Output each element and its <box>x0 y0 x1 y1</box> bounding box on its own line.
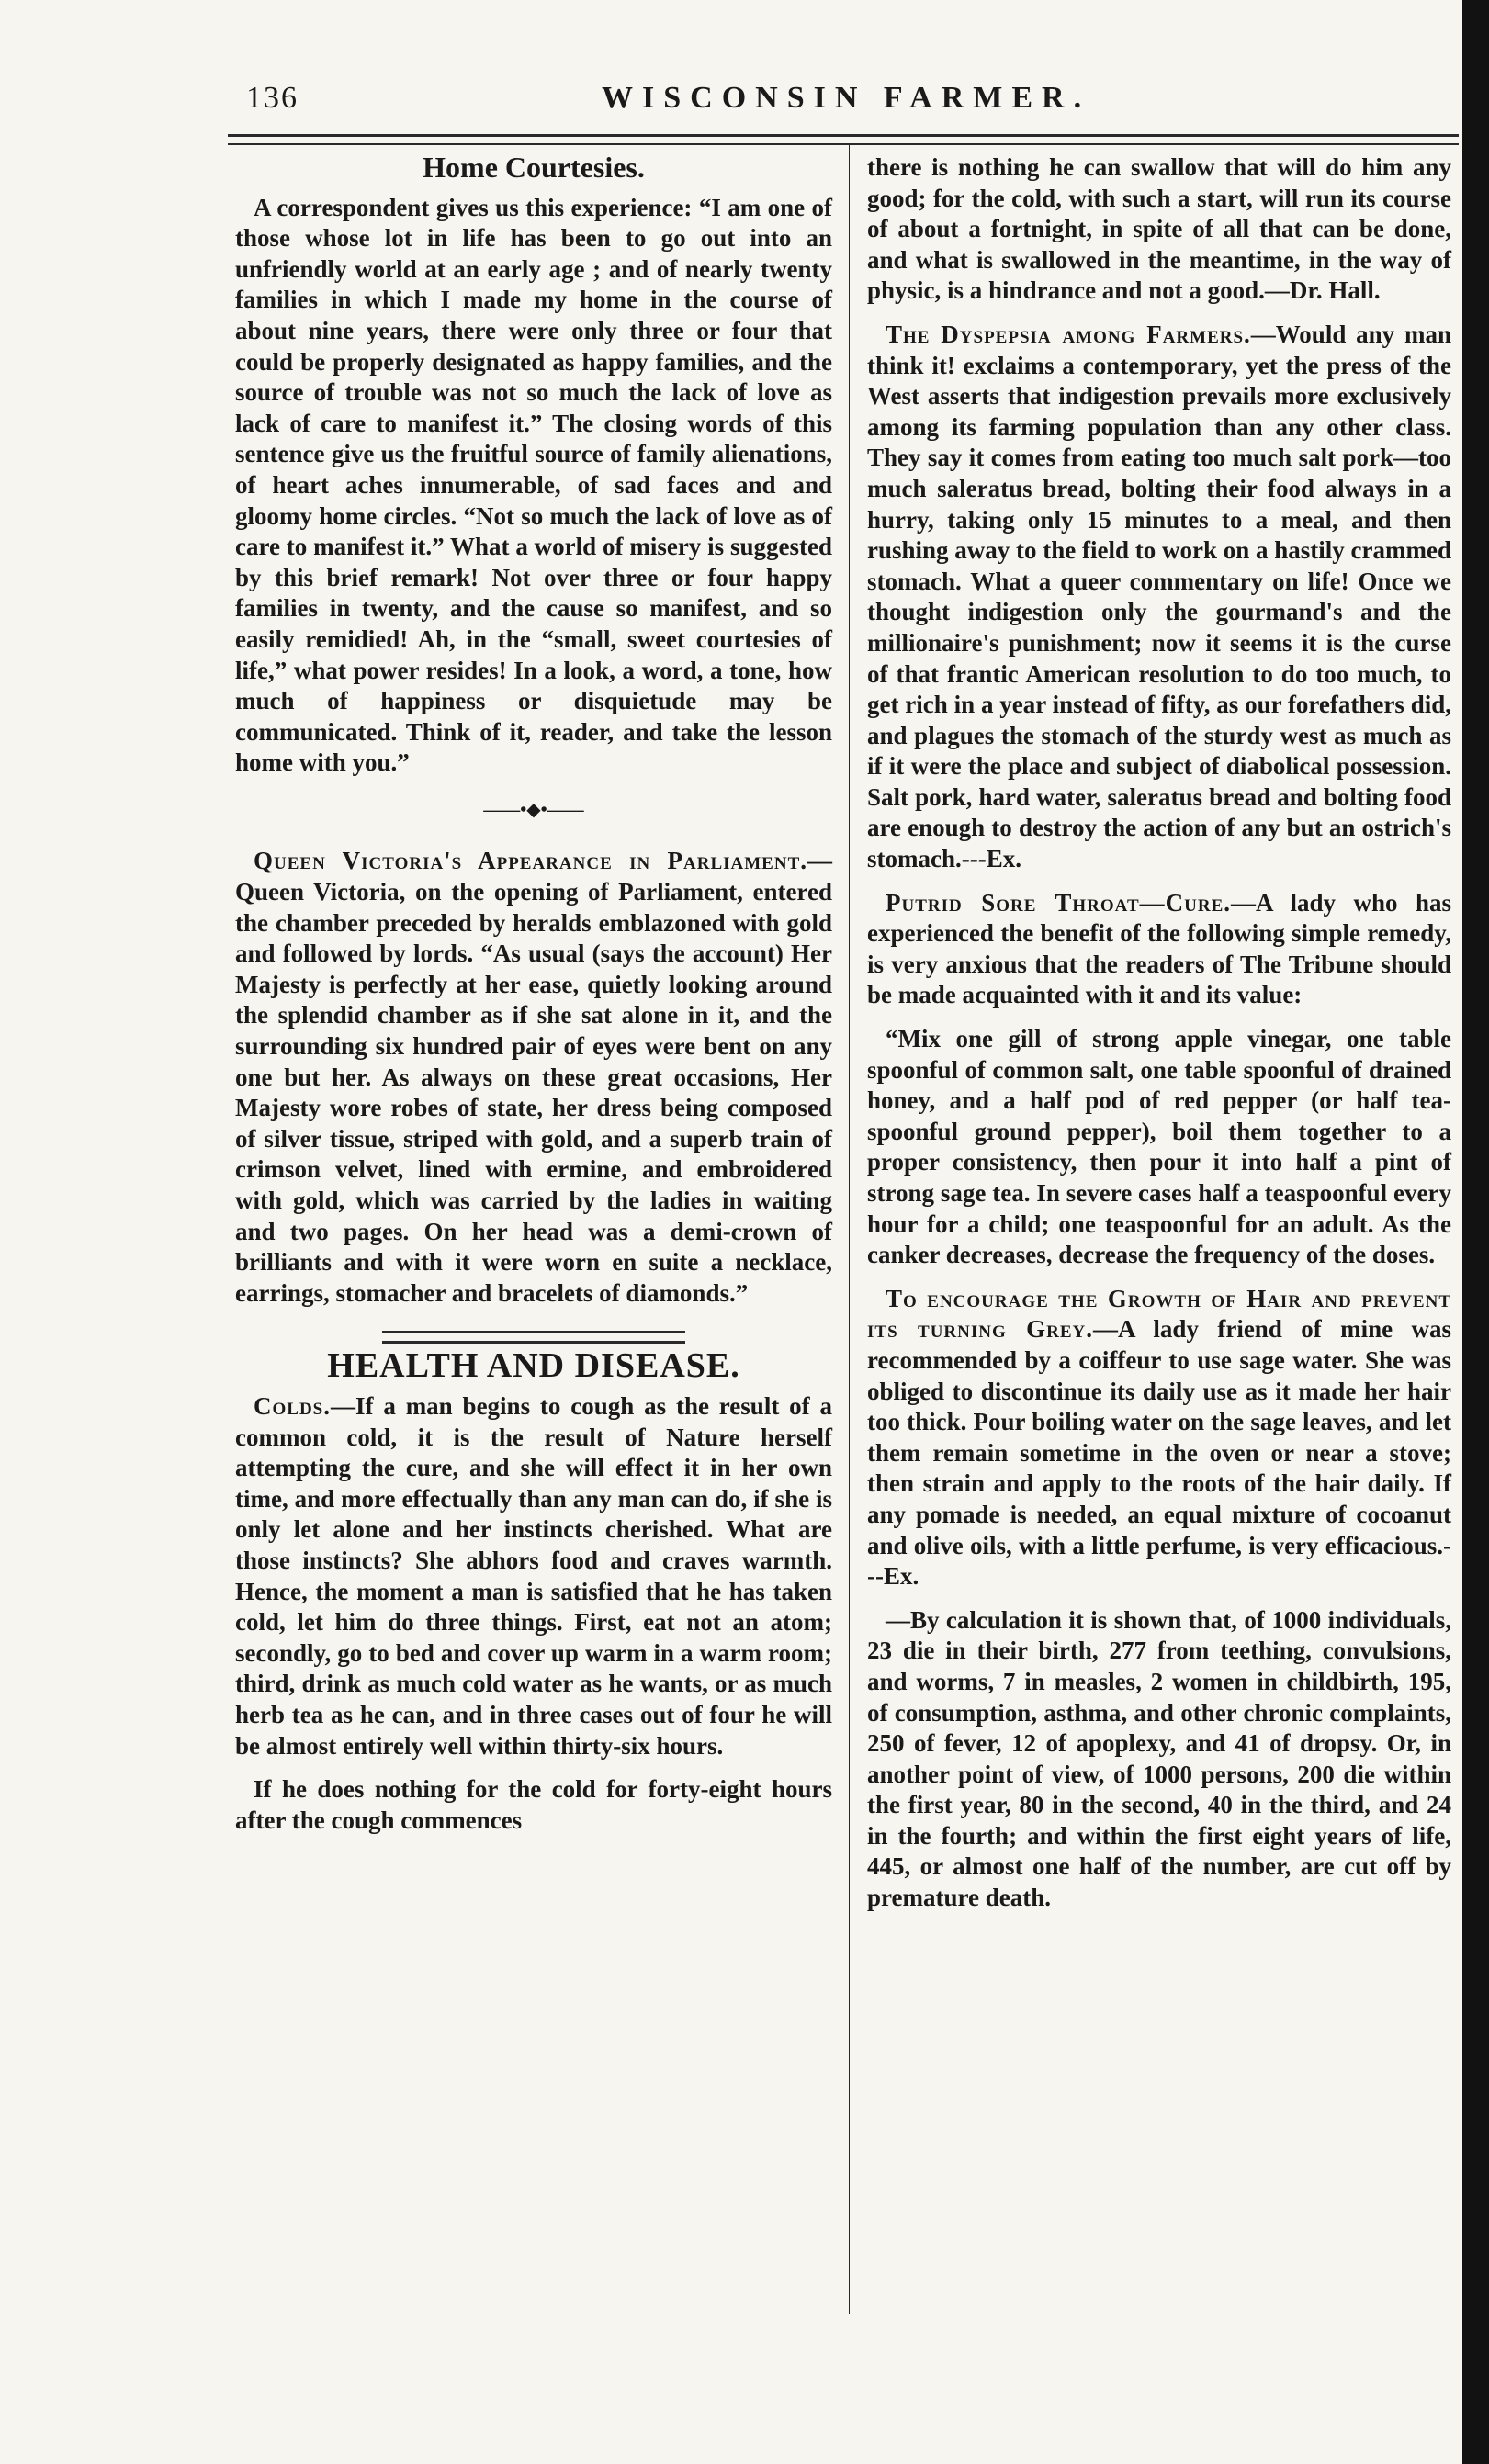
colds-text: —If a man begins to cough as the result of a common cold, it is the result of Nature herself attempting the cure, and she will effect it in her own time, and more effectually than any man can do, if she is only let alone and her instincts cherished. What are those instincts? She abhors food and craves warmth. Hence, the moment a man is satisfied that he has taken cold, let him do three things. First, eat not an atom; secondly, go to bed and cover up warm in a warm room; third, drink as much cold water as he wants, or as much herb tea as he can, and in three cases out of four he will be almost entirely well within thirty-six hours. <box>235 1391 832 1760</box>
colds-article <box>235 1391 832 1761</box>
home-courtesies-text: A correspondent gives us this experience: “I am one of those whose lot in life has been to go out into an unfriendly world at an early age ; and of nearly twenty families in which I made my home in the course of about nine years, there were only three or four that could be properly designated as happy families, and the source of trouble was not so much the lack of love as lack of care to manifest it.” The closing words of this sentence give us the fruitful source of family alienations, of heart aches innumerable, of sad faces and and gloomy home circles. “Not so much the lack of love as of care to manifest it.” What a world of misery is suggested by this brief remark! Not over three or four happy families in twenty, and the cause so manifest, and so easily remidied! Ah, in the “small, sweet courtesies of life,” what power resides! In a look, a word, a tone, how much of happiness or disquietude may be communicated. Think of it, reader, and take the lesson home with you.” <box>235 193 832 777</box>
section-double-rule <box>382 1331 685 1344</box>
hair-text: —A lady friend of mine was recommended by a coiffeur to use sage water. She was obliged to discontinue its daily use as it made her hair too thick. Pour boiling water on the sage leaves, and let them remain sometime in the oven or near a stove; then strain and apply to the roots of the hair daily. If any pomade is needed, an equal mixture of cocoanut and olive oils, with a little perfume, is very efficacious.---Ex. <box>867 1315 1452 1591</box>
colds-lead: Colds. <box>254 1391 331 1420</box>
page-edge-shadow <box>1462 0 1489 2464</box>
queen-victoria-text: —Queen Victoria, on the opening of Parliament, entered the chamber preceded by heralds emblazoned with gold and followed by lords. “As usual (says the account) Her Majesty is perfectly at her ease, quietly looking around the splendid chamber as if she sat alone in it, and the surrounding six hundred pair of eyes were bent on any one but her. As always on these great occasions, Her Majesty wore robes of state, her dress being composed of silver tissue, striped with gold, and a superb train of crimson velvet, lined with ermine, and embroidered with gold, which was carried by the ladies in waiting and two pages. On her head was a demi-crown of brilliants and with it were worn en suite a necklace, earrings, stomacher and bracelets of diamonds.” <box>235 847 832 1307</box>
left-column <box>235 152 832 1849</box>
column-divider <box>849 145 852 2314</box>
hair-article <box>867 1284 1451 1592</box>
header-rule-thin <box>228 143 1459 145</box>
page-number: 136 <box>246 81 299 115</box>
health-disease-heading: HEALTH AND DISEASE. <box>327 1346 740 1386</box>
colds-continuation: If he does nothing for the cold for forty-eight hours after the cough commences <box>235 1775 832 1834</box>
queen-victoria-article <box>235 846 832 1309</box>
mortality-article: —By calculation it is shown that, of 1000 individuals, 23 die in their birth, 277 from teething, convulsions, and worms, 7 in measles, 2 women in childbirth, 195, of consumption, asthma, and other chronic complaints, 250 of fever, 12 of apoplexy, and 41 of dropsy. Or, in another point of view, of 1000 persons, 200 die within the first year, 80 in the second, 40 in the third, and 24 in the fourth; and within the first eight years of life, 445, or almost one half of the number, are cut off by premature death. <box>867 1605 1451 1912</box>
dyspepsia-text: —Would any man think it! exclaims a contemporary, yet the press of the West asserts that indigestion prevails more exclusively among its farming population than any other class. They say it comes from eating too much salt pork—too much saleratus bread, bolting their food always in a hurry, taking only 15 minutes to a meal, and then rushing away to the field to work on a hastily crammed stomach. What a queer commentary on life! Once we thought indigestion only the gourmand's and the millionaire's punishment; now it seems it is the curse of that frantic American resolution to do too much, to get rich in a year instead of fifty, as our forefathers did, and plagues the stomach of the sturdy west as much as if it were the place and subject of diabolical possession. Salt pork, hard water, saleratus bread and bolting food are enough to destroy the action of any but an ostrich's stomach.---Ex. <box>867 320 1452 873</box>
dyspepsia-article <box>867 320 1451 875</box>
right-column <box>867 152 1451 1927</box>
colds-conclusion: there is nothing he can swallow that will do him any good; for the cold, with such a start, will run its course of about a fortnight, in spite of all that can be done, and what is swallowed in the meantime, in the way of physic, is a hindrance and not a good.—Dr. Hall. <box>867 153 1451 305</box>
page-header <box>239 81 1157 129</box>
section-ornament: ——•◆•—— <box>483 799 584 820</box>
putrid-text: —A lady who has experienced the benefit of the following simple remedy, is very anxious that the readers of The Tribune should be made acquainted with it and its value: <box>867 888 1451 1009</box>
dyspepsia-lead: The Dyspepsia among Farmers. <box>886 320 1251 348</box>
putrid-lead: Putrid Sore Throat—Cure. <box>886 888 1232 917</box>
queen-victoria-lead: Queen Victoria's Appearance in Parliament. <box>254 847 807 875</box>
home-courtesies-heading: Home Courtesies. <box>423 151 645 184</box>
journal-title: WISCONSIN FARMER. <box>602 81 1091 115</box>
putrid-article <box>867 888 1451 1011</box>
putrid-recipe: “Mix one gill of strong apple vinegar, one table spoonful of common salt, one table spoonful of drained honey, and a half pod of red pepper (or half tea-spoonful ground pepper), boil them together to a proper consistency, then pour it into half a pint of strong sage tea. In severe cases half a teaspoonful every hour for a child; one teaspoonful for an adult. As the canker decreases, decrease the frequency of the doses. <box>867 1025 1451 1269</box>
hair-lead: To encourage the Growth of Hair and prevent its turning Grey. <box>867 1284 1451 1344</box>
header-rule <box>228 134 1459 137</box>
